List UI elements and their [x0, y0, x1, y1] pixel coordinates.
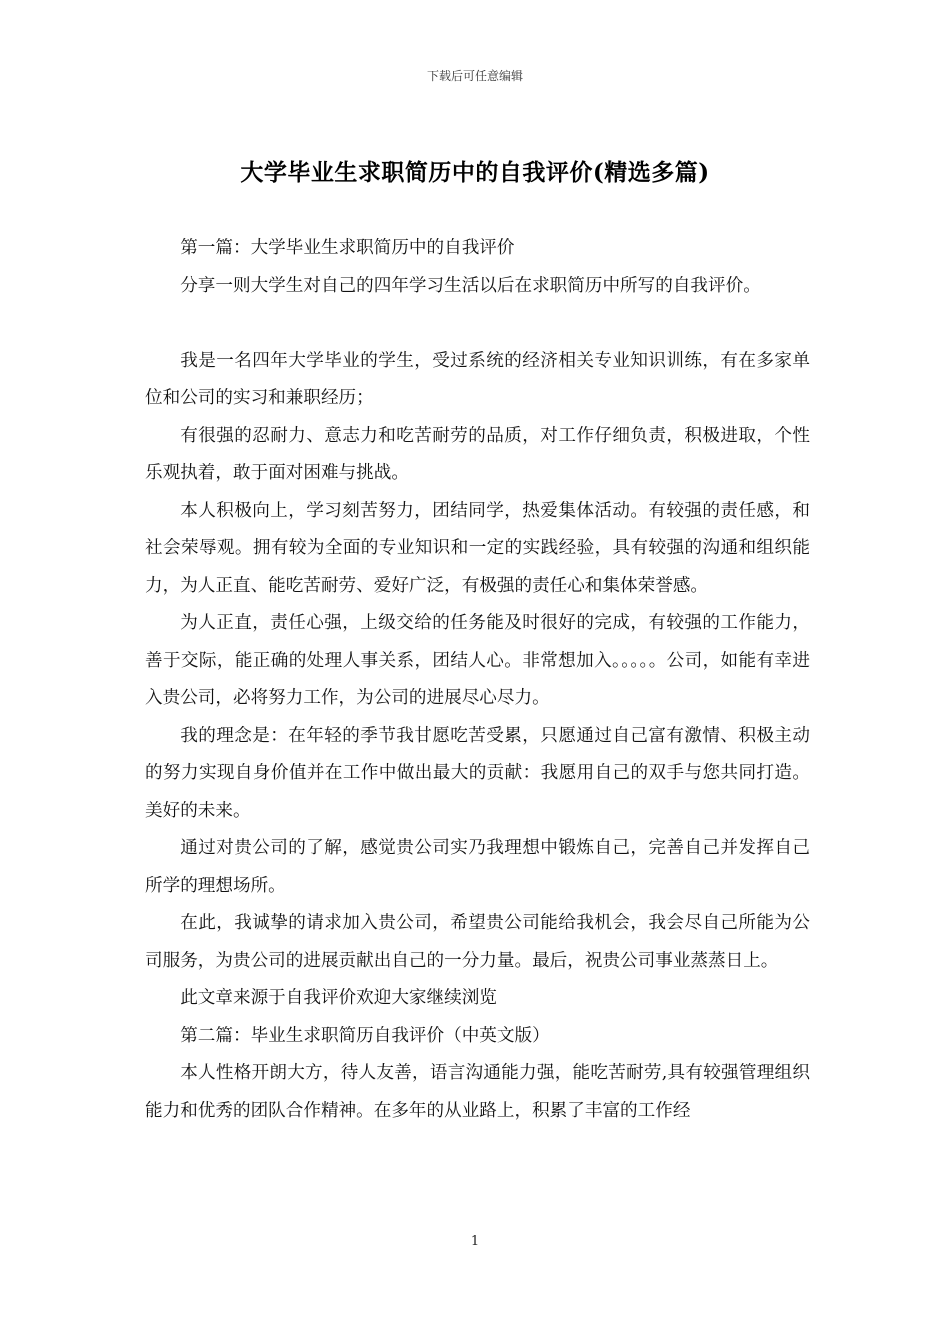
paragraph: 有很强的忍耐力、意志力和吃苦耐劳的品质，对工作仔细负责，积极进取，个性乐观执着，敢于面对困难与挑战。 — [145, 425, 810, 483]
paragraph: 本人积极向上，学习刻苦努力，团结同学，热爱集体活动。有较强的责任感，和社会荣辱观。拥有较为全面的专业知识和一定的实践经验，具有较强的沟通和组织能力，为人正直、能吃苦耐劳、爱好广泛，有极强的责任心和集体荣誉感。 — [145, 500, 810, 596]
paragraph: 此文章来源于自我评价欢迎大家继续浏览 — [180, 988, 497, 1008]
page-number: 1 — [470, 1234, 480, 1249]
paragraph: 分享一则大学生对自己的四年学习生活以后在求职简历中所写的自我评价。 — [180, 275, 761, 296]
document-title: 大学毕业生求职简历中的自我评价(精选多篇) — [240, 159, 710, 186]
paragraph: 通过对贵公司的了解，感觉贵公司实乃我理想中锻炼自己，完善自己并发挥自己所学的理想场所。 — [145, 838, 810, 896]
paragraph: 为人正直，责任心强，上级交给的任务能及时很好的完成，有较强的工作能力，善于交际，能正确的处理人事关系，团结人心。非常想加入。。。。。公司，如能有幸进入贵公司，必将努力工作，为公司的进展尽心尽力。 — [145, 613, 810, 708]
header-note: 下载后可任意编辑 — [426, 69, 523, 83]
section-heading-1: 第一篇：大学毕业生求职简历中的自我评价 — [180, 238, 515, 258]
paragraph: 本人性格开朗大方，待人友善，语言沟通能力强，能吃苦耐劳,具有较强管理组织能力和优秀的团队合作精神。在多年的从业路上，积累了丰富的工作经 — [145, 1063, 810, 1121]
document-body — [145, 230, 810, 1130]
paragraph: 我是一名四年大学毕业的学生，受过系统的经济相关专业知识训练，有在多家单位和公司的实习和兼职经历； — [145, 350, 810, 408]
paragraph: 我的理念是：在年轻的季节我甘愿吃苦受累，只愿通过自己富有激情、积极主动的努力实现自身价值并在工作中做出最大的贡献：我愿用自己的双手与您共同打造。美好的未来。 — [145, 725, 810, 821]
section-heading-2: 第二篇：毕业生求职简历自我评价（中英文版） — [180, 1025, 550, 1046]
paragraph: 在此，我诚挚的请求加入贵公司，希望贵公司能给我机会，我会尽自己所能为公司服务，为贵公司的进展贡献出自己的一分力量。最后，祝贵公司事业蒸蒸日上。 — [145, 913, 810, 971]
